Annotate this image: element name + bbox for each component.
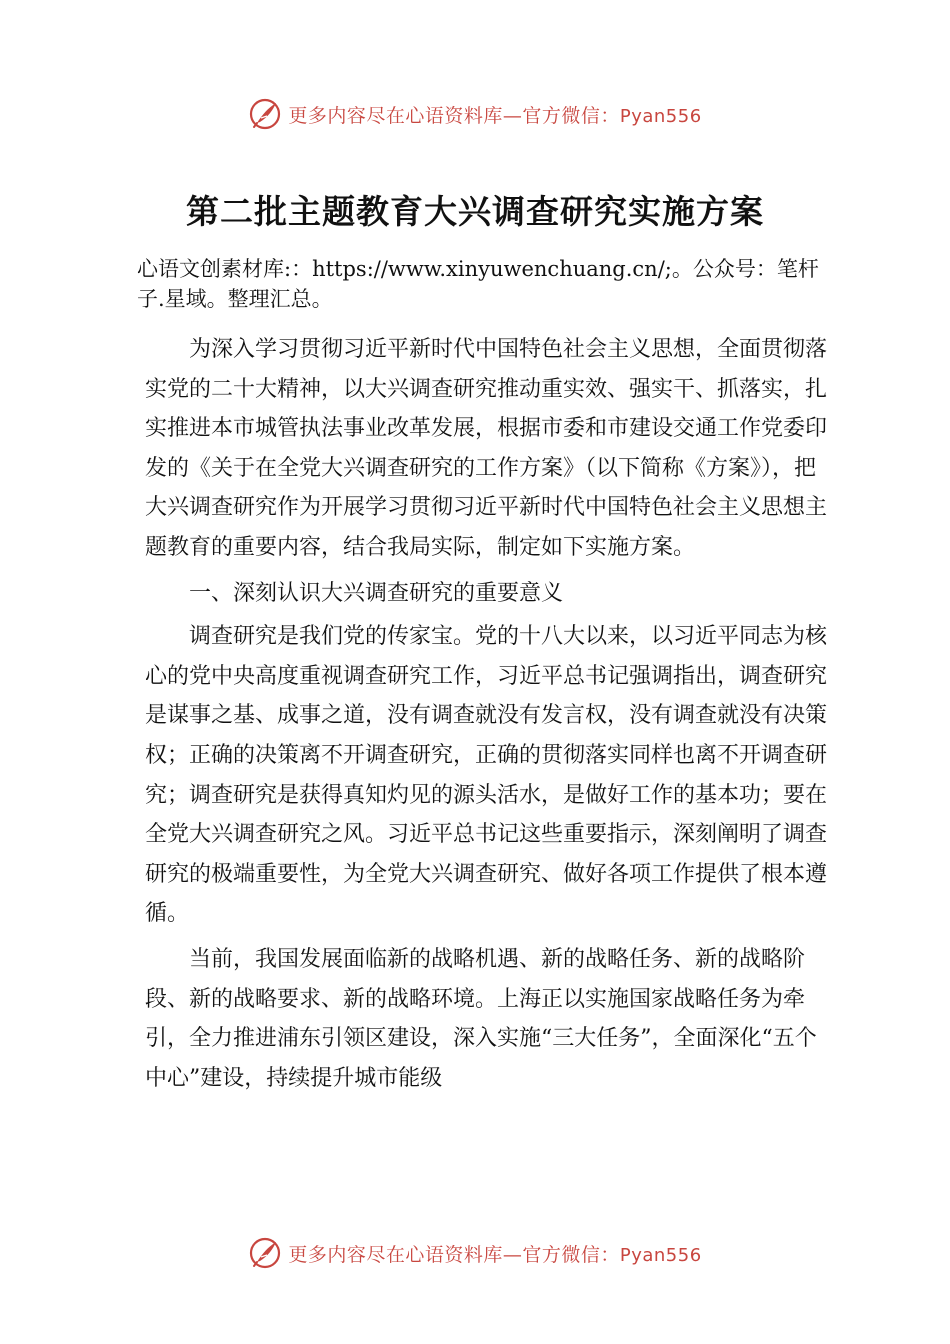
document-title: 第二批主题教育大兴调查研究实施方案: [186, 192, 764, 231]
header-banner: [0, 94, 950, 134]
feather-pen-icon: [248, 1236, 282, 1270]
paragraph-significance: 调查研究是我们党的传家宝。党的十八大以来，以习近平同志为核心的党中央高度重视调查研究工作，习近平总书记强调指出，调查研究是谋事之基、成事之道，没有调查就没有发言权，没有调查就没有决策权；正确的决策离不开调查研究，正确的贯彻落实同样也离不开调查研究；调查研究是获得真知灼见的源头活水，是做好工作的基本功；要在全党大兴调查研究之风。习近平总书记这些重要指示，深刻阐明了调查研究的极端重要性，为全党大兴调查研究、做好各项工作提供了根本遵循。: [145, 624, 828, 927]
footer-banner: [0, 1233, 950, 1273]
source-note: 心语文创素材库:：https://www.xinyuwenchuang.cn/;。公众号：笔杆子.星域。整理汇总。: [137, 257, 819, 311]
banner-label: 更多内容尽在心语资料库—官方微信：: [288, 1243, 620, 1266]
banner-text: [288, 1240, 701, 1267]
document-body: [145, 330, 835, 1098]
paragraph-current-situation: 当前，我国发展面临新的战略机遇、新的战略任务、新的战略阶段、新的战略要求、新的战略环境。上海正以实施国家战略任务为牵引，全力推进浦东引领区建设，深入实施“三大任务”，全面深化“五个中心”建设，持续提升城市能级: [145, 946, 817, 1091]
section-heading: 一、深刻认识大兴调查研究的重要意义: [189, 580, 564, 606]
banner-text: [288, 101, 701, 128]
feather-pen-icon: [248, 97, 282, 131]
banner-label: 更多内容尽在心语资料库—官方微信：: [288, 104, 620, 127]
wechat-id: Pyan556: [619, 1244, 702, 1266]
wechat-id: Pyan556: [619, 105, 702, 127]
paragraph-intro: 为深入学习贯彻习近平新时代中国特色社会主义思想，全面贯彻落实党的二十大精神，以大兴调查研究推动重实效、强实干、抓落实，扎实推进本市城管执法事业改革发展，根据市委和市建设交通工作党委印发的《关于在全党大兴调查研究的工作方案》（以下简称《方案》），把大兴调查研究作为开展学习贯彻习近平新时代中国特色社会主义思想主题教育的重要内容，结合我局实际，制定如下实施方案。: [145, 337, 828, 560]
